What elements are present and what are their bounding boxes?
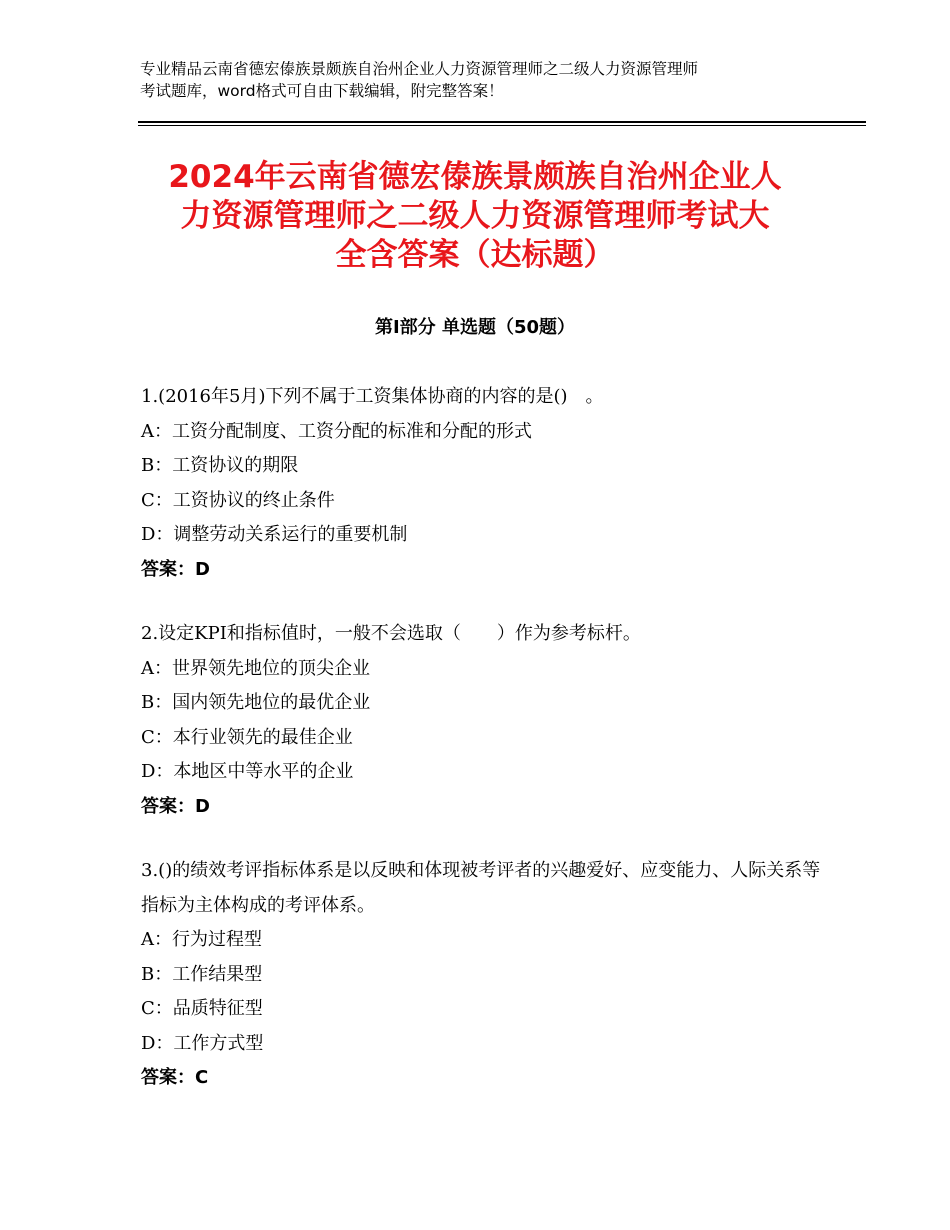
- header-note: [140, 58, 830, 102]
- option-a: A：工资分配制度、工资分配的标准和分配的形式: [141, 420, 532, 442]
- header-divider-thick: [138, 121, 866, 123]
- option-b: B：工资协议的期限: [141, 455, 299, 476]
- header-note-line: 考试题库，word格式可自由下载编辑，附完整答案！: [140, 82, 504, 100]
- question-item: [141, 617, 821, 824]
- answer-line: 答案：D: [141, 795, 210, 817]
- option-c: C：工资协议的终止条件: [141, 489, 335, 511]
- question-stem: 1.(2016年5月)下列不属于工资集体协商的内容的是() 。: [141, 386, 604, 407]
- option-b: B：国内领先地位的最优企业: [141, 692, 371, 713]
- question-stem: 2.设定KPI和指标值时，一般不会选取（ ）作为参考标杆。: [141, 623, 641, 644]
- question-item: [141, 380, 821, 587]
- title-line: 力资源管理师之二级人力资源管理师考试大: [180, 198, 770, 234]
- answer-line: 答案：D: [141, 558, 210, 580]
- option-d: D：调整劳动关系运行的重要机制: [141, 524, 408, 545]
- document-title: [100, 158, 850, 275]
- section-heading: 第Ⅰ部分 单选题（50题）: [374, 317, 575, 338]
- question-item: [141, 854, 821, 1096]
- header-divider-thin: [138, 125, 866, 126]
- answer-line: 答案：C: [141, 1067, 209, 1088]
- header-note-line: 专业精品云南省德宏傣族景颇族自治州企业人力资源管理师之二级人力资源管理师: [140, 60, 699, 78]
- question-list: [141, 380, 821, 1126]
- title-line: 全含答案（达标题）: [335, 237, 615, 273]
- question-stem: 3.()的绩效考评指标体系是以反映和体现被考评者的兴趣爱好、应变能力、人际关系等指标为主体构成的考评体系。: [141, 860, 821, 916]
- option-b: B：工作结果型: [141, 963, 263, 985]
- option-d: D：工作方式型: [141, 1032, 264, 1054]
- option-d: D：本地区中等水平的企业: [141, 761, 354, 782]
- option-c: C：品质特征型: [141, 998, 263, 1019]
- option-a: A：世界领先地位的顶尖企业: [141, 657, 370, 679]
- title-line: 2024年云南省德宏傣族景颇族自治州企业人: [168, 159, 782, 195]
- option-c: C：本行业领先的最佳企业: [141, 726, 353, 748]
- option-a: A：行为过程型: [141, 929, 262, 950]
